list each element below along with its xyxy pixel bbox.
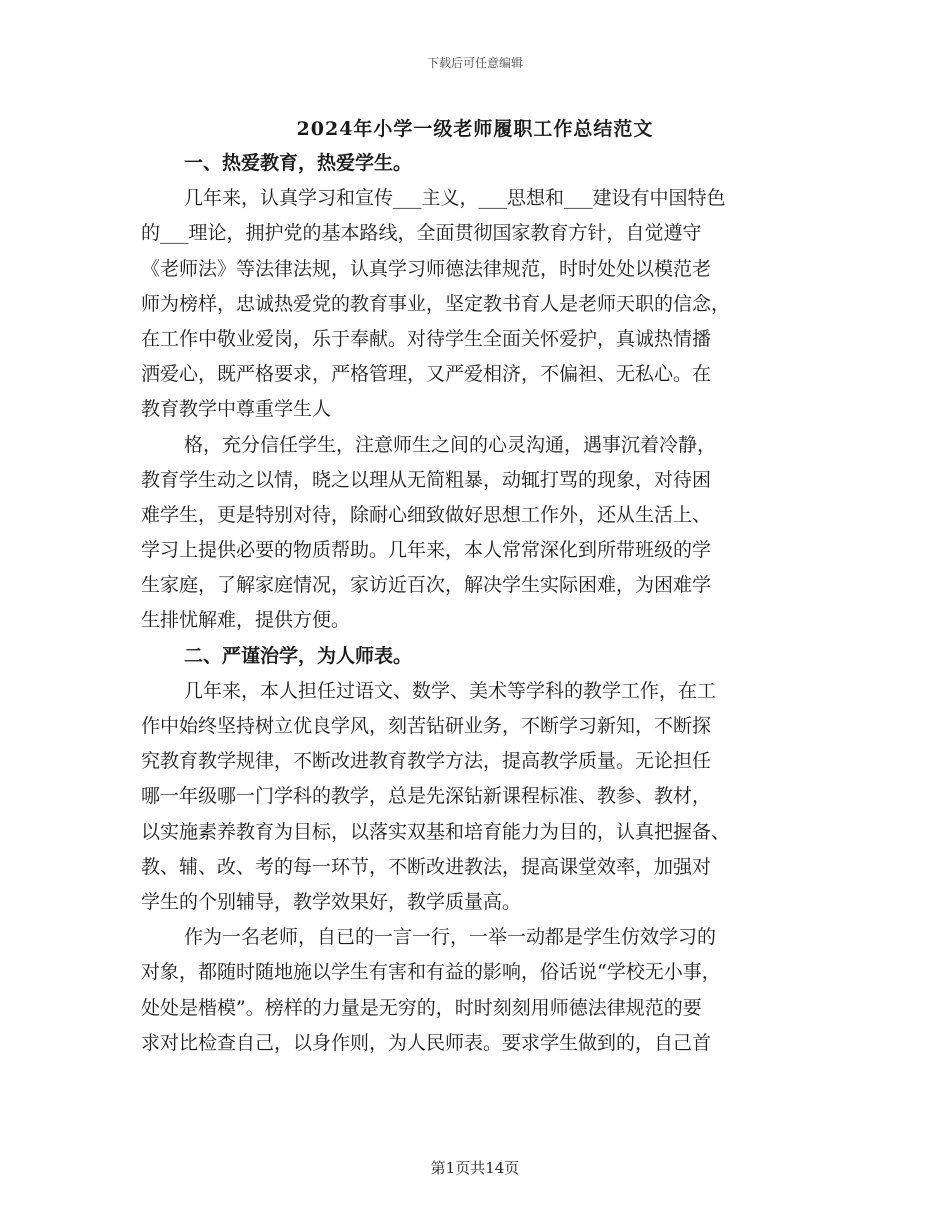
text-line: 学习上提供必要的物质帮助。几年来，本人常常深化到所带班级的学 (141, 539, 712, 562)
paragraph-first-line: 几年来，认真学习和宣传___主义，___思想和___建设有中国特色 (184, 187, 726, 210)
text-line: 对象，都随时随地施以学生有害和有益的影响，俗话说“学校无小事， (141, 961, 721, 984)
paragraph-first-line: 格，充分信任学生，注意师生之间的心灵沟通，遇事沉着冷静， (184, 433, 717, 456)
text-line: 的___理论，拥护党的基本路线，全面贯彻国家教育方针，自觉遵守 (141, 222, 702, 245)
text-line: 处处是楷模”。榜样的力量是无穷的，时时刻刻用师德法律规范的要 (141, 996, 702, 1019)
text-line: 难学生，更是特别对待，除耐心细致做好思想工作外，还从生活上、 (141, 503, 712, 526)
text-line: 生排忧解难，提供方便。 (141, 609, 351, 632)
page-footer: 第1页共14页 (430, 1159, 520, 1177)
document-title: 2024年小学一级老师履职工作总结范文 (296, 118, 654, 140)
text-line: 求对比检查自己，以身作则，为人民师表。要求学生做到的，自己首 (141, 1031, 712, 1054)
text-line: 教育学生动之以情，晓之以理从无简粗暴，动辄打骂的现象，对待困 (141, 468, 712, 491)
paragraph-first-line: 作为一名老师，自已的一言一行，一举一动都是学生仿效学习的 (184, 926, 717, 949)
text-line: 以实施素养教育为目标，以落实双基和培育能力为目的，认真把握备、 (141, 820, 731, 843)
text-line: 洒爱心，既严格要求，严格管理，又严爱相济，不偏袒、无私心。在 (141, 363, 712, 386)
text-line: 在工作中敬业爱岗，乐于奉献。对待学生全面关怀爱护，真诚热情播 (141, 327, 712, 350)
paragraph-first-line: 几年来，本人担任过语文、数学、美术等学科的教学工作，在工 (184, 679, 717, 702)
text-line: 学生的个别辅导，教学效果好，教学质量高。 (141, 890, 522, 913)
text-line: 教育教学中尊重学生人 (141, 398, 332, 421)
page-header: 下载后可任意编辑 (426, 56, 523, 70)
document-body (141, 146, 809, 1061)
text-line: 师为榜样，忠诚热爱党的教育事业，坚定教书育人是老师天职的信念， (141, 292, 731, 315)
text-line: 哪一年级哪一门学科的教学，总是先深钻新课程标准、教参、教材， (141, 785, 712, 808)
section-heading: 一、热爱教育，热爱学生。 (184, 152, 413, 174)
text-line: 教、辅、改、考的每一环节，不断改进教法，提高课堂效率，加强对 (141, 855, 712, 878)
section-heading: 二、严谨治学，为人师表。 (184, 644, 413, 667)
text-line: 《老师法》等法律法规，认真学习师德法律规范，时时处处以模范老 (141, 257, 712, 280)
text-line: 生家庭，了解家庭情况，家访近百次，解决学生实际困难，为困难学 (141, 574, 712, 597)
text-line: 究教育教学规律，不断改进教育教学方法，提高教学质量。无论担任 (141, 750, 712, 773)
text-line: 作中始终坚持树立优良学风，刻苦钻研业务，不断学习新知，不断探 (141, 715, 712, 737)
